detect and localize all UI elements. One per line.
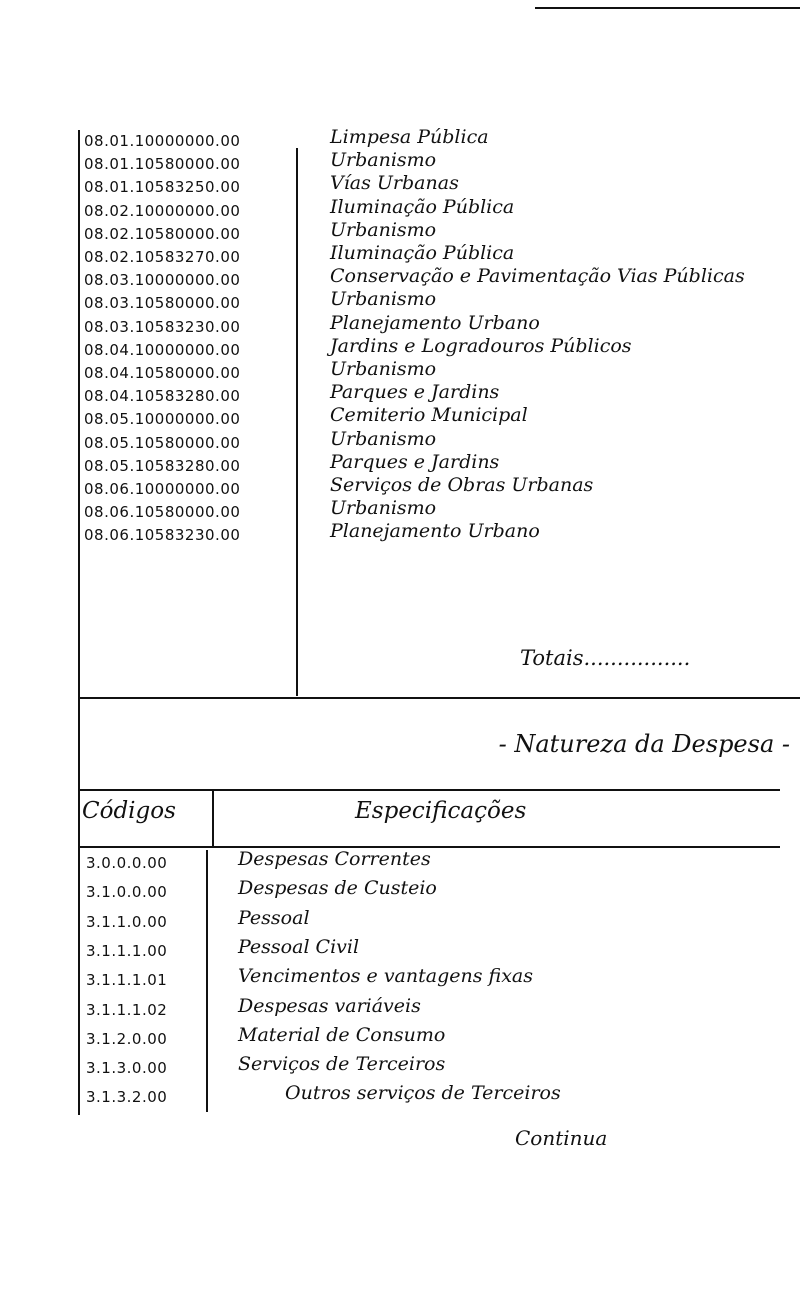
row-description: Parques e Jardins: [330, 450, 500, 473]
row-code: 3.1.1.1.01: [86, 971, 168, 990]
row-code: 3.1.0.0.00: [86, 883, 168, 902]
row-description: Planejamento Urbano: [330, 311, 540, 334]
row-code: 08.05.10000000.00: [84, 410, 241, 429]
row-description: Outros serviços de Terceiros: [285, 1082, 561, 1105]
top-rule: [535, 7, 800, 9]
row-description: Planejamento Urbano: [330, 520, 540, 543]
row-description: Material de Consumo: [238, 1023, 446, 1046]
row-code: 08.01.10583250.00: [84, 178, 241, 197]
row-description: Serviços de Terceiros: [238, 1053, 446, 1076]
continues-label: Continua: [515, 1126, 608, 1150]
row-description: Urbanismo: [330, 358, 437, 380]
row-description: Parques e Jardins: [330, 381, 500, 404]
row-code: 3.0.0.0.00: [86, 854, 168, 872]
row-code: 08.03.10583230.00: [84, 317, 241, 336]
totals-label: Totais................: [520, 646, 691, 670]
row-description: Pessoal: [238, 906, 310, 929]
row-code: 08.05.10580000.00: [84, 433, 241, 452]
row-description: Despesas de Custeio: [238, 877, 437, 900]
section-divider: [78, 697, 800, 699]
row-description: Urbanismo: [330, 497, 437, 520]
row-description: Iluminação Pública: [330, 195, 515, 218]
row-description: Cemiterio Municipal: [330, 404, 528, 427]
row-code: 3.1.1.1.02: [86, 1000, 168, 1019]
row-code: 08.04.10000000.00: [84, 340, 241, 359]
row-description: Conservação e Pavimentação Vias Públicas: [330, 265, 745, 288]
row-code: 08.03.10000000.00: [84, 271, 241, 290]
row-description: Urbanismo: [330, 427, 437, 450]
row-code: 3.1.3.2.00: [86, 1088, 168, 1107]
left-border: [78, 130, 80, 1115]
row-code: 08.06.10580000.00: [84, 503, 241, 522]
row-code: 08.01.10580000.00: [84, 155, 241, 174]
row-code: 3.1.1.1.00: [86, 941, 168, 960]
row-code: 3.1.2.0.00: [86, 1029, 168, 1048]
row-description: Despesas variáveis: [238, 994, 421, 1017]
column-divider: [296, 148, 298, 696]
row-description: Urbanismo: [330, 218, 437, 241]
row-description: Despesas Correntes: [238, 848, 431, 870]
row-description: Urbanismo: [330, 149, 437, 172]
row-description: Jardins e Logradouros Públicos: [330, 334, 632, 357]
header-divider: [212, 789, 214, 847]
row-code: 08.06.10583230.00: [84, 526, 241, 545]
header-specifications: Especificações: [355, 798, 527, 824]
header-codes: Códigos: [82, 798, 176, 824]
row-code: 08.02.10580000.00: [84, 224, 241, 243]
row-code: 08.01.10000000.00: [84, 132, 241, 150]
row-description: Vencimentos e vantagens fixas: [238, 965, 533, 988]
row-description: Pessoal Civil: [238, 935, 360, 958]
section-title: - Natureza da Despesa -: [498, 730, 790, 758]
header-top-rule: [78, 789, 780, 791]
row-code: 08.06.10000000.00: [84, 480, 241, 498]
row-code: 08.05.10583280.00: [84, 456, 241, 475]
row-description: Urbanismo: [330, 288, 437, 311]
row-code: 08.02.10000000.00: [84, 201, 241, 220]
row-description: Vías Urbanas: [330, 172, 459, 195]
row-description: Iluminação Pública: [330, 242, 515, 264]
row-code: 3.1.3.0.00: [86, 1059, 168, 1078]
row-code: 08.03.10580000.00: [84, 294, 241, 313]
row-description: Serviços de Obras Urbanas: [330, 474, 594, 496]
row-code: 08.04.10583280.00: [84, 387, 241, 406]
row-code: 3.1.1.0.00: [86, 912, 168, 931]
row-code: 08.04.10580000.00: [84, 364, 241, 382]
codes-column-divider: [206, 850, 208, 1112]
row-code: 08.02.10583270.00: [84, 248, 241, 266]
row-description: Limpesa Pública: [330, 126, 489, 148]
